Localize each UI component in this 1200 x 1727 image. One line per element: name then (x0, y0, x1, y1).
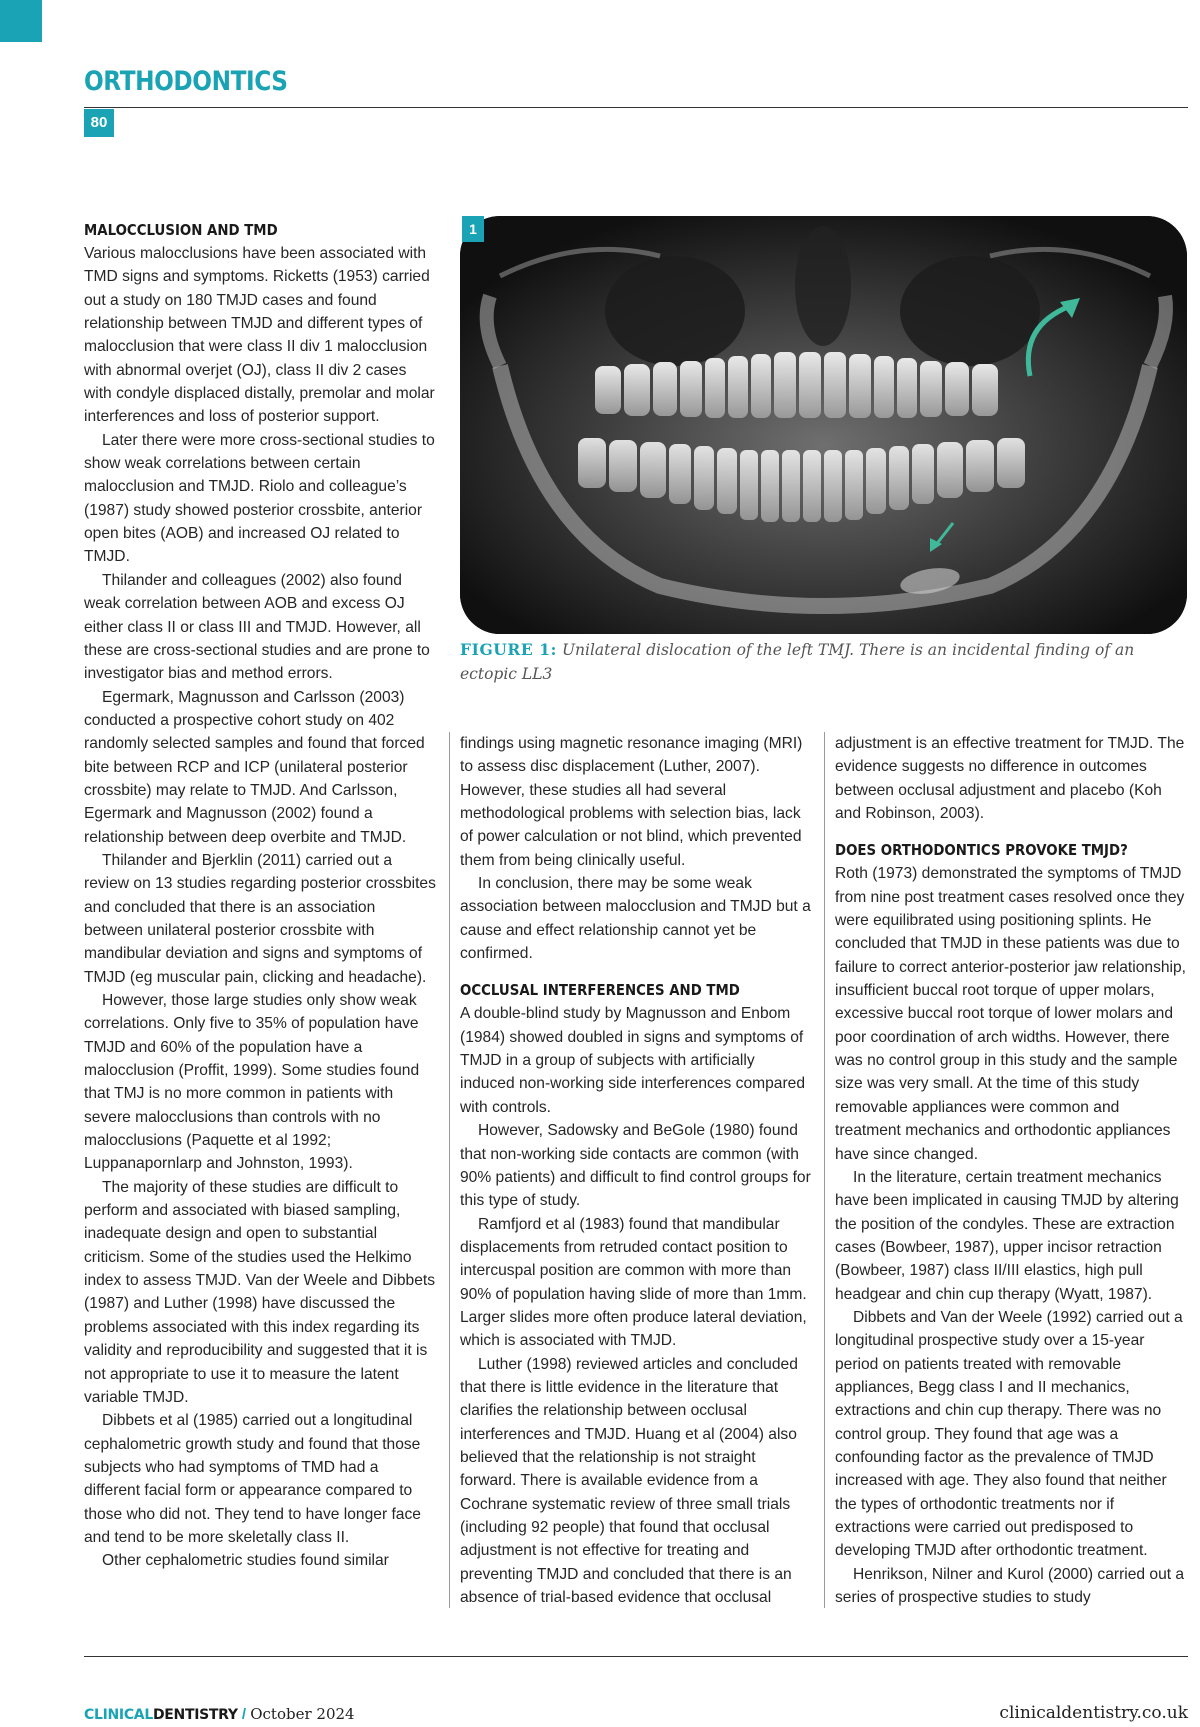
paragraph: Henrikson, Nilner and Kurol (2000) carried out a series of prospective studies to study (835, 1565, 1185, 1607)
section-title: ORTHODONTICS (84, 66, 288, 97)
paragraph: However, those large studies only show weak correlations. Only five to 35% of population have TMJD and 60% of the population have a malocclusion (Proffit, 1999). Some studies found that TMJ is no more common in patients with severe malocclusions than controls with no malocclusions (Paquette et al 1992; Luppanapornlarp and Johnston, 1993). (84, 992, 420, 1173)
spacer (460, 965, 812, 979)
footer-publication (84, 1705, 355, 1723)
paragraph: Luther (1998) reviewed articles and concluded that there is little evidence in the literature that clarifies the relationship between occlusal interferences and TMJD. Huang et al (2004) also believed that the relationship is not straight forward. There is available evidence from a Cochrane systematic review of three small trials (including 92 people) that found that occlusal adjustment is not effective for treating and preventing TMJD and concluded that there is an absence of trial-based evidence that occlusal (460, 1355, 798, 1607)
paragraph: Egermark, Magnusson and Carlsson (2003) conducted a prospective cohort study on 402 randomly selected samples and found that forced bite between RCP and ICP (unilateral posterior crossbite) may relate to TMJD. And Carlsson, Egermark and Magnusson (2002) found a relationship between deep overbite and TMJD. (84, 688, 425, 846)
paragraph: Various malocclusions have been associated with TMD signs and symptoms. Ricketts (1953) carried out a study on 180 TMJD cases and found relationship between TMJD and different types of malocclusion that were class II div 1 malocclusion with abnormal overjet (OJ), class II div 2 cases with condyle displaced distally, premolar and molar interferences and loss of posterior support. (84, 245, 435, 426)
paragraph: Dibbets and Van der Weele (1992) carried out a longitudinal prospective study over a 15-year period on patients treated with removable appliances, Begg class I and II mechanics, extractions and chin cup therapy. There was no control group. They found that age was a confounding factor as the prevalence of TMJD increased with age. They also found that neither the types of orthodontic treatments nor if extractions were carried out predisposed to developing TMJD after orthodontic treatment. (835, 1308, 1183, 1560)
figure-caption (460, 638, 1187, 686)
column-divider (824, 732, 825, 1608)
paragraph: findings using magnetic resonance imaging (MRI) to assess disc displacement (Luther, 2007). However, these studies all had several methodological problems with selection bias, lack of power calculation or not blind, which prevented them from being clinically useful. (460, 735, 803, 869)
heading-orthodontics-tmjd: DOES ORTHODONTICS PROVOKE TMJD? (835, 841, 1128, 860)
footer-rule (84, 1656, 1188, 1657)
figure-caption-label: FIGURE 1: (460, 640, 558, 659)
paragraph: Other cephalometric studies found similar (102, 1552, 389, 1570)
paragraph: adjustment is an effective treatment for TMJD. The evidence suggests no difference in outcomes between occlusal adjustment and placebo (Koh and Robinson, 2003). (835, 735, 1185, 823)
paragraph: In the literature, certain treatment mechanics have been implicated in causing TMJD by altering the position of the condyles. These are extraction cases (Bowbeer, 1987), upper incisor retraction (Bowbeer, 1987) class II/III elastics, high pull headgear and chin cup therapy (Wyatt, 1987). (835, 1168, 1179, 1303)
xray-illustration (460, 216, 1187, 634)
column-2 (460, 732, 812, 1609)
figure-badge: 1 (462, 216, 484, 242)
paragraph: A double-blind study by Magnusson and Enbom (1984) showed doubled in signs and symptoms of TMJD in a group of subjects with artificially induced non-working side interferences compared with controls. (460, 1005, 805, 1116)
heading-occlusal-interferences: OCCLUSAL INTERFERENCES AND TMD (460, 981, 740, 1000)
paragraph: Dibbets et al (1985) carried out a longitudinal cephalometric growth study and found that those subjects who had symptoms of TMD had a different facial form or appearance compared to those who did not. They tend to have longer face and tend to be more skeletally class II. (84, 1412, 421, 1546)
issue-date: October 2024 (250, 1705, 355, 1723)
paragraph: Ramfjord et al (1983) found that mandibular displacements from retruded contact position to intercuspal position are common with more than 90% of population having slide of more than 1mm. Larger slides more often produce lateral deviation, which is associated with TMJD. (460, 1215, 807, 1350)
corner-tab (0, 0, 42, 42)
footer-separator: / (241, 1706, 247, 1723)
column-3 (835, 732, 1187, 1609)
column-divider (449, 732, 450, 1608)
paragraph: Thilander and colleagues (2002) also found weak correlation between AOB and excess OJ either class II or class III and TMJD. However, all these are cross-sectional studies and are prone to investigator bias and method errors. (84, 571, 430, 683)
spacer (835, 825, 1187, 839)
paragraph: However, Sadowsky and BeGole (1980) found that non-working side contacts are common (with 90% patients) and difficult to find control groups for this type of study. (460, 1122, 811, 1210)
panoramic-xray-image (460, 216, 1187, 634)
column-1 (84, 219, 437, 1573)
paragraph: Later there were more cross-sectional studies to show weak correlations between certain malocclusion and TMJD. Riolo and colleague’s (1987) study showed posterior crossbite, anterior open bites (AOB) and increased OJ related to TMJD. (84, 431, 435, 566)
paragraph: Roth (1973) demonstrated the symptoms of TMJD from nine post treatment cases resolved once they were equilibrated using positioning splints. He concluded that TMJD in these patients was due to failure to correct anterior-posterior jaw relationship, insufficient buccal root torque of upper molars, excessive buccal root torque of lower molars and poor coordination of arch widths. However, there was no control group in this study and the sample size was very small. At the time of this study removable appliances were common and treatment mechanics and orthodontic appliances have since changed. (835, 865, 1187, 1163)
paragraph: In conclusion, there may be some weak association between malocclusion and TMJD but a cause and effect relationship cannot yet be confirmed. (460, 875, 811, 963)
figure-caption-text: Unilateral dislocation of the left TMJ. There is an incidental finding of an ectopic LL3 (460, 641, 1135, 683)
header-rule (84, 107, 1188, 108)
paragraph: Thilander and Bjerklin (2011) carried out a review on 13 studies regarding posterior crossbites and concluded that there is an association between unilateral posterior crossbite with mandibular deviation and signs and symptoms of TMJD (eg muscular pain, clicking and headache). (84, 851, 436, 986)
brand-dentistry: DENTISTRY (152, 1707, 238, 1723)
paragraph: The majority of these studies are difficult to perform and associated with biased sampling, inadequate design and open to substantial criticism. Some of the studies used the Helkimo index to assess TMJD. Van der Weele and Dibbets (1987) and Luther (1998) have discussed the problems associated with this index regarding its validity and reproducibility and suggested that it is not appropriate to use it to measure the latent variable TMJD. (84, 1178, 436, 1406)
footer-website[interactable]: clinicaldentistry.co.uk (999, 1703, 1188, 1723)
page-number: 80 (84, 109, 114, 137)
heading-malocclusion: MALOCCLUSION AND TMD (84, 221, 278, 239)
brand-clinical: CLINICAL (84, 1707, 153, 1723)
